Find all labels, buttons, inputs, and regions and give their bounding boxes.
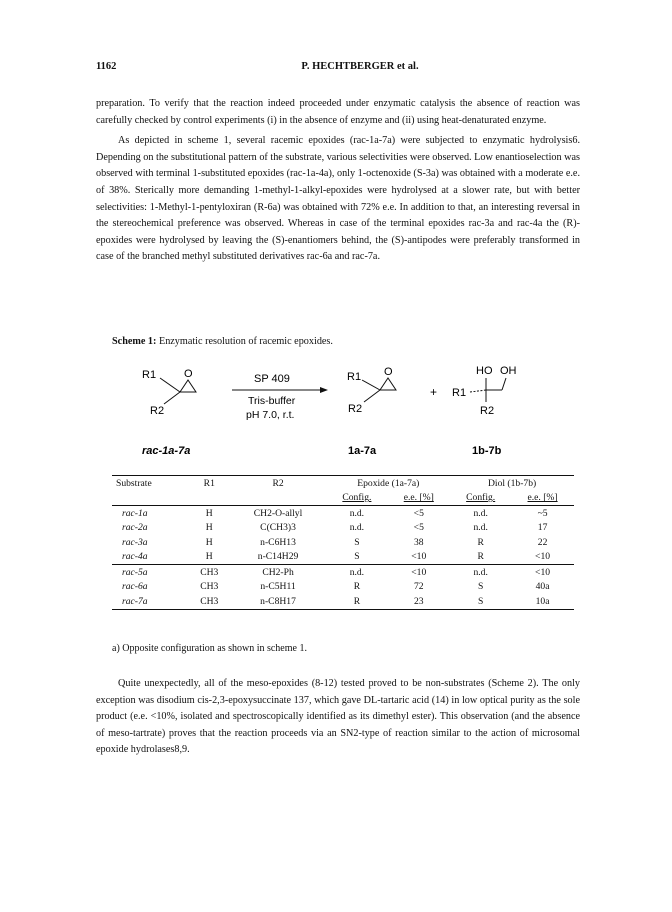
running-header: P. HECHTBERGER et al.	[301, 61, 419, 72]
label-epoxide: 1a-7a	[348, 445, 377, 457]
col-epoxide: Epoxide (1a-7a)	[357, 477, 420, 489]
product-oxygen-label: O	[384, 366, 393, 378]
table-header-row	[112, 476, 574, 491]
reagent-buffer: Tris-buffer	[248, 395, 296, 407]
table-row: rac-5a CH3 CH2-Ph n.d. <10 n.d. <10	[122, 566, 551, 578]
subcol-diol-config: Config.	[466, 492, 496, 504]
hydroxy-label-2: OH	[500, 365, 517, 377]
page-number: 1162	[96, 61, 117, 72]
reagent-conditions: pH 7.0, r.t.	[246, 409, 295, 421]
subcol-diol-ee: e.e. [%]	[527, 492, 558, 504]
col-substrate: Substrate	[116, 477, 152, 489]
paragraph-1: preparation. To verify that the reaction indeed proceeded under enzymatic catalysis the absence of reaction was carefully checked by control experiments (i) in the absence of enzyme and (ii) using heat-denaturated enzyme.	[96, 98, 580, 126]
oxygen-label: O	[184, 368, 193, 380]
paragraph-block-bottom	[96, 676, 580, 759]
subcol-epoxide-ee: e.e. [%]	[403, 492, 434, 504]
reaction-arrow	[232, 373, 328, 421]
col-diol: Diol (1b-7b)	[487, 477, 537, 489]
table-row: rac-6a CH3 n-C5H11 R 72 S 40a	[122, 581, 550, 593]
table-row: rac-3a H n-C6H13 S 38 R 22	[122, 536, 548, 548]
scheme-caption	[112, 336, 333, 347]
diol-r2-label: R2	[480, 405, 495, 417]
subcol-epoxide-config: Config.	[342, 492, 372, 504]
diol-r1-label: R1	[452, 387, 467, 399]
results-table	[112, 475, 574, 610]
scheme-caption-text: Enzymatic resolution of racemic epoxides.	[156, 336, 333, 347]
scheme-caption-label: Scheme 1:	[112, 336, 157, 347]
table-footnote: a) Opposite configuration as shown in scheme 1.	[112, 643, 307, 654]
paragraph-3: Quite unexpectedly, all of the meso-epoxides (8-12) tested proved to be non-substrates (Scheme 2). The only exception was disodium cis-2,3-epoxysuccinate 137, which gave DL-tartaric acid (14) in low optical purity as the sole product (e.e. <10%, isolated and spectroscopically identified as its dimethyl ester). This observation (and the absence of meso-tartrate) proves that the reaction proceeds via an SN2-type of reaction similar to the action of microsomal epoxide hydrolases8,9.	[96, 678, 580, 756]
table-row: rac-4a H n-C14H29 S <10 R <10	[112, 550, 574, 565]
table-row: rac-1a H CH2-O-allyl n.d. <5 n.d. ~5	[122, 507, 548, 519]
reagent-enzyme: SP 409	[254, 373, 290, 385]
paragraph-2: As depicted in scheme 1, several racemic epoxides (rac-1a-7a) were subjected to enzymatic hydrolysis6. Depending on the substitutional pattern of the substrate, various selectivities were observed. Low enantioselection was observed with terminal 1-substituted epoxides (rac-1a-4a), only 1-octenoxide (S-3a) was obtained with a moderate e.e. of 38%. Sterically more demanding 1-methyl-1-alkyl-epoxides were hydrolysed at a slower rate, but with better selectivities: 1-Methyl-1-pentyloxiran (R-6a) was obtained with 72% e.e. In addition to that, an interesting reversal in the stereochemical preference was observed. Whereas in case of the terminal epoxides rac-3a and rac-4a the (R)-epoxides were hydrolysed by leaving the (S)-enantiomers behind, the (S)-antipodes were preferably transformed in case of the branched methyl substituted derivatives rac-6a and rac-7a.	[96, 135, 580, 263]
reaction-scheme	[140, 360, 570, 470]
racemic-epoxide-structure	[142, 368, 196, 417]
col-r2: R2	[272, 477, 284, 489]
diol-structure	[452, 365, 517, 417]
hydroxy-label-1: HO	[476, 365, 493, 377]
r2-label: R2	[150, 405, 165, 417]
table-row: rac-7a CH3 n-C8H17 R 23 S 10a	[112, 594, 574, 609]
product-r2-label: R2	[348, 403, 363, 415]
col-r1: R1	[203, 477, 215, 489]
paragraph-block-top	[96, 96, 580, 266]
r1-label: R1	[142, 369, 157, 381]
product-epoxide-structure	[347, 366, 396, 415]
product-r1-label: R1	[347, 371, 362, 383]
table-row: rac-2a H C(CH3)3 n.d. <5 n.d. 17	[122, 522, 548, 534]
table-subheader-row	[112, 491, 574, 506]
plus-sign: +	[430, 385, 438, 399]
label-diol: 1b-7b	[472, 445, 502, 457]
label-racemic: rac-1a-7a	[142, 445, 191, 457]
